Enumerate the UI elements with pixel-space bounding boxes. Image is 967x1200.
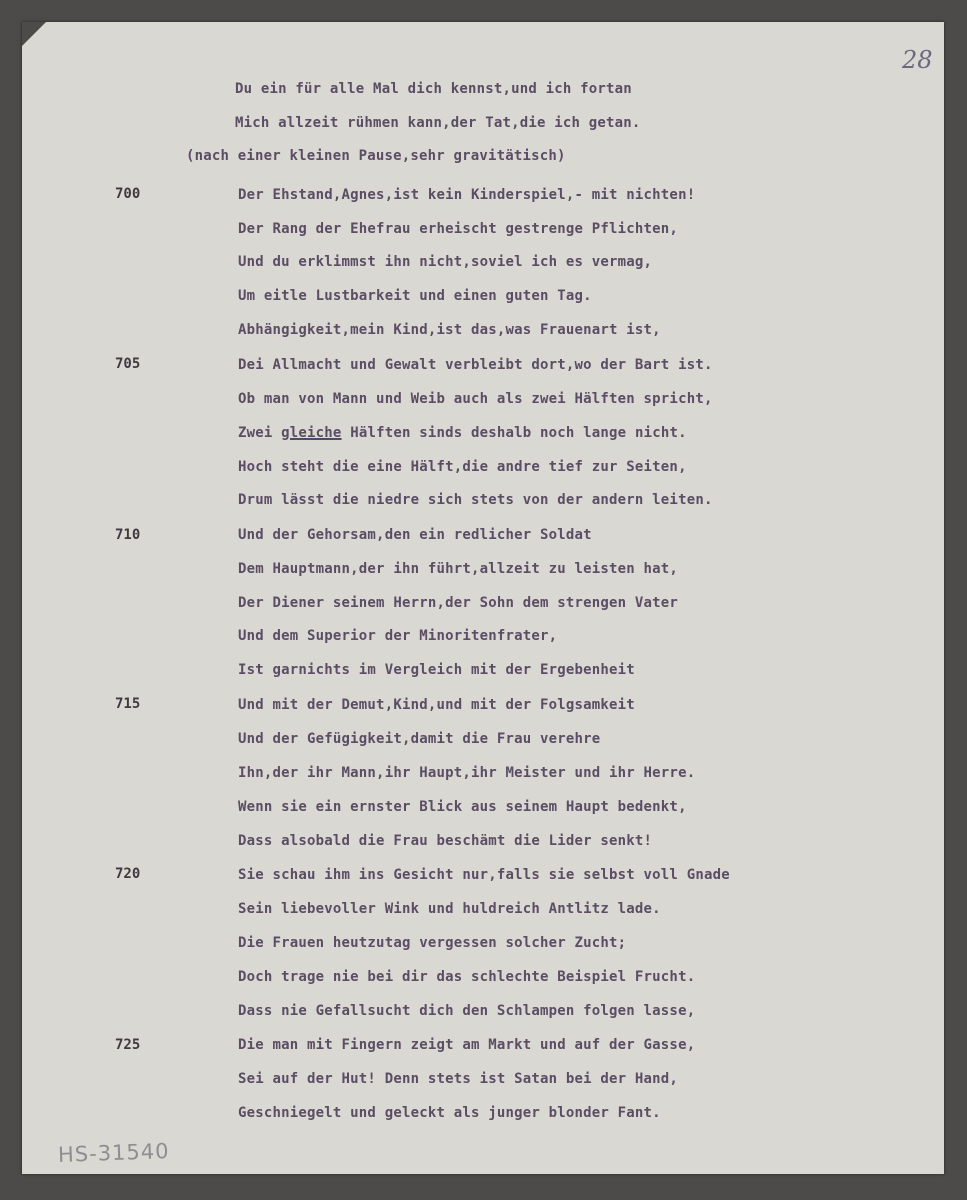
verse-line: Doch trage nie bei dir das schlechte Beispiel Frucht.: [238, 969, 696, 985]
verse-number: 715: [115, 696, 141, 712]
verse-number: 705: [115, 356, 141, 372]
folded-corner: [22, 22, 46, 46]
verse-line: Der Ehstand,Agnes,ist kein Kinderspiel,- mit nichten!: [238, 187, 696, 203]
verse-line: Die Frauen heutzutag vergessen solcher Zucht;: [238, 935, 627, 951]
typescript-page: [22, 22, 944, 1174]
verse-line: Dem Hauptmann,der ihn führt,allzeit zu leisten hat,: [238, 561, 679, 577]
underlined-word: gleiche: [281, 425, 342, 441]
verse-line: Und du erklimmst ihn nicht,soviel ich es vermag,: [238, 254, 653, 270]
verse-line: Geschniegelt und geleckt als junger blonder Fant.: [238, 1105, 661, 1121]
verse-line: Der Diener seinem Herrn,der Sohn dem strengen Vater: [238, 595, 679, 611]
verse-line: Und der Gefügigkeit,damit die Frau verehre: [238, 731, 601, 747]
stage-direction: (nach einer kleinen Pause,sehr gravitätisch): [186, 148, 566, 164]
verse-line: Dass nie Gefallsucht dich den Schlampen folgen lasse,: [238, 1003, 696, 1019]
intro-line: Mich allzeit rühmen kann,der Tat,die ich getan.: [235, 115, 641, 131]
verse-line: Und der Gehorsam,den ein redlicher Soldat: [238, 527, 592, 543]
verse-number: 725: [115, 1037, 141, 1053]
verse-line: Sie schau ihm ins Gesicht nur,falls sie selbst voll Gnade: [238, 867, 730, 883]
verse-line: Sein liebevoller Wink und huldreich Antlitz lade.: [238, 901, 661, 917]
verse-line: Drum lässt die niedre sich stets von der andern leiten.: [238, 492, 713, 508]
verse-line: Ob man von Mann und Weib auch als zwei Hälften spricht,: [238, 391, 713, 407]
verse-number: 710: [115, 527, 141, 543]
verse-line: Um eitle Lustbarkeit und einen guten Tag.: [238, 288, 592, 304]
verse-line: Hoch steht die eine Hälft,die andre tief zur Seiten,: [238, 459, 687, 475]
verse-line: Der Rang der Ehefrau erheischt gestrenge Pflichten,: [238, 221, 679, 237]
verse-line: [238, 425, 687, 441]
verse-line: Wenn sie ein ernster Blick aus seinem Haupt bedenkt,: [238, 799, 687, 815]
verse-text: Hälften sinds deshalb noch lange nicht.: [341, 425, 687, 441]
verse-line: Dass alsobald die Frau beschämt die Lider senkt!: [238, 833, 653, 849]
verse-line: Abhängigkeit,mein Kind,ist das,was Frauenart ist,: [238, 322, 661, 338]
verse-line: Die man mit Fingern zeigt am Markt und auf der Gasse,: [238, 1037, 696, 1053]
verse-line: Ihn,der ihr Mann,ihr Haupt,ihr Meister und ihr Herre.: [238, 765, 696, 781]
page-number: 28: [902, 46, 933, 74]
verse-line: Und dem Superior der Minoritenfrater,: [238, 628, 558, 644]
verse-line: Und mit der Demut,Kind,und mit der Folgsamkeit: [238, 697, 635, 713]
verse-number: 700: [115, 186, 141, 202]
verse-line: Ist garnichts im Vergleich mit der Ergebenheit: [238, 662, 635, 678]
verse-text: Zwei: [238, 425, 282, 441]
intro-line: Du ein für alle Mal dich kennst,und ich fortan: [235, 81, 632, 97]
verse-number: 720: [115, 866, 141, 882]
verse-line: Sei auf der Hut! Denn stets ist Satan bei der Hand,: [238, 1071, 679, 1087]
verse-line: Dei Allmacht und Gewalt verbleibt dort,wo der Bart ist.: [238, 357, 713, 373]
archive-stamp: HS-31540: [57, 1139, 170, 1167]
